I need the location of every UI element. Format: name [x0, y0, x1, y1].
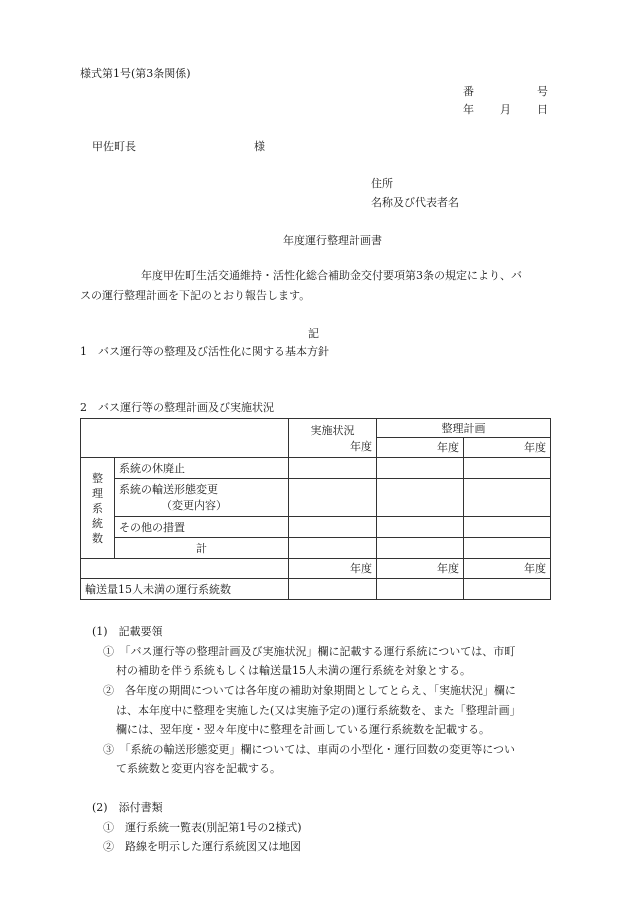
row-label-other: その他の措置	[115, 517, 289, 538]
cell-suspend-status	[289, 458, 377, 479]
plan-header: 整理計画	[377, 419, 551, 438]
note-2-line-3: 欄には、翌年度・翌々年度中に整理を計画している運行系統数を記載する。	[116, 723, 490, 736]
table-corner-cell	[81, 419, 289, 458]
cell-low-ridership-3	[464, 579, 551, 600]
cell-other-plan-2	[464, 517, 551, 538]
row-label-low-ridership: 輸送量15人未満の運行系統数	[81, 579, 289, 600]
cell-low-ridership-1	[289, 579, 377, 600]
status-header-cell	[289, 419, 377, 458]
side-char-5: 数	[92, 531, 103, 545]
attachment-1: ① 運行系統一覧表(別記第1号の2様式)	[103, 821, 302, 834]
document-title: 年度運行整理計画書	[283, 234, 382, 247]
date-year-label: 年	[463, 103, 474, 116]
cell-transform-plan-2	[464, 479, 551, 517]
form-label: 様式第1号(第3条関係)	[80, 67, 191, 80]
number-label-ban: 番	[463, 85, 474, 98]
applicant-name-label: 名称及び代表者名	[371, 196, 459, 209]
attachment-2: ② 路線を明示した運行系統図又は地図	[103, 840, 301, 853]
recipient-honorific: 様	[254, 140, 265, 153]
row-label-transform-cell	[115, 479, 289, 517]
applicant-address-label: 住所	[371, 177, 393, 190]
notes-heading-1: (1) 記載要領	[92, 625, 163, 638]
note-3-line-2: て系統数と変更内容を記載する。	[116, 762, 281, 775]
cell-total-plan-2	[464, 538, 551, 559]
cell-transform-status	[289, 479, 377, 517]
status-header: 実施状況	[310, 424, 355, 437]
cell-suspend-plan-1	[377, 458, 464, 479]
date-month-label: 月	[500, 103, 511, 116]
note-3-line-1: ③ 「系統の輸送形態変更」欄については、車両の小型化・運行回数の変更等につい	[103, 743, 516, 756]
plan-year-2: 年度	[464, 438, 551, 458]
cell-total-plan-1	[377, 538, 464, 559]
date-day-label: 日	[537, 103, 548, 116]
side-char-4: 統	[92, 516, 103, 530]
section-1-heading: 1 バス運行等の整理及び活性化に関する基本方針	[80, 345, 329, 358]
note-1-line-1: ① 「バス運行等の整理計画及び実施状況」欄に記載する運行系統については、市町	[103, 645, 516, 658]
plan-year-1: 年度	[377, 438, 464, 458]
body-line-2: スの運行整理計画を下記のとおり報告します。	[80, 289, 311, 302]
side-char-1: 整	[92, 471, 103, 485]
recipient-name: 甲佐町長	[92, 140, 136, 153]
notes-heading-2: (2) 添付書類	[92, 801, 163, 814]
ki-label: 記	[308, 327, 319, 340]
cell-suspend-plan-2	[464, 458, 551, 479]
cell-other-plan-1	[377, 517, 464, 538]
lower-year-2: 年度	[377, 559, 464, 579]
lower-year-3: 年度	[464, 559, 551, 579]
note-1-line-2: 村の補助を伴う系統もしくは輸送量15人未満の運行系統を対象とする。	[116, 664, 471, 677]
lower-year-spacer	[81, 559, 289, 579]
lower-year-1: 年度	[289, 559, 377, 579]
cell-transform-plan-1	[377, 479, 464, 517]
plan-status-table	[80, 418, 551, 600]
note-2-line-2: は、本年度中に整理を実施した(又は実施予定の)運行系統数を、また「整理計画」	[116, 704, 521, 717]
side-char-3: 系	[92, 501, 103, 515]
cell-other-status	[289, 517, 377, 538]
side-char-2: 理	[92, 486, 103, 500]
body-line-1: 年度甲佐町生活交通維持・活性化総合補助金交付要項第3条の規定により、バ	[141, 269, 522, 282]
row-label-transform: 系統の輸送形態変更	[119, 482, 218, 496]
row-label-total: 計	[115, 538, 289, 559]
row-label-transform-note: （変更内容）	[161, 498, 227, 512]
number-label-go: 号	[537, 85, 548, 98]
section-2-heading: 2 バス運行等の整理計画及び実施状況	[80, 401, 274, 414]
note-2-line-1: ② 各年度の期間については各年度の補助対象期間としてとらえ、「実施状況」欄に	[103, 684, 516, 697]
status-year: 年度	[350, 440, 372, 453]
row-label-suspend: 系統の休廃止	[115, 458, 289, 479]
cell-total-status	[289, 538, 377, 559]
side-label-seiri-keitou-suu	[81, 458, 115, 559]
cell-low-ridership-2	[377, 579, 464, 600]
